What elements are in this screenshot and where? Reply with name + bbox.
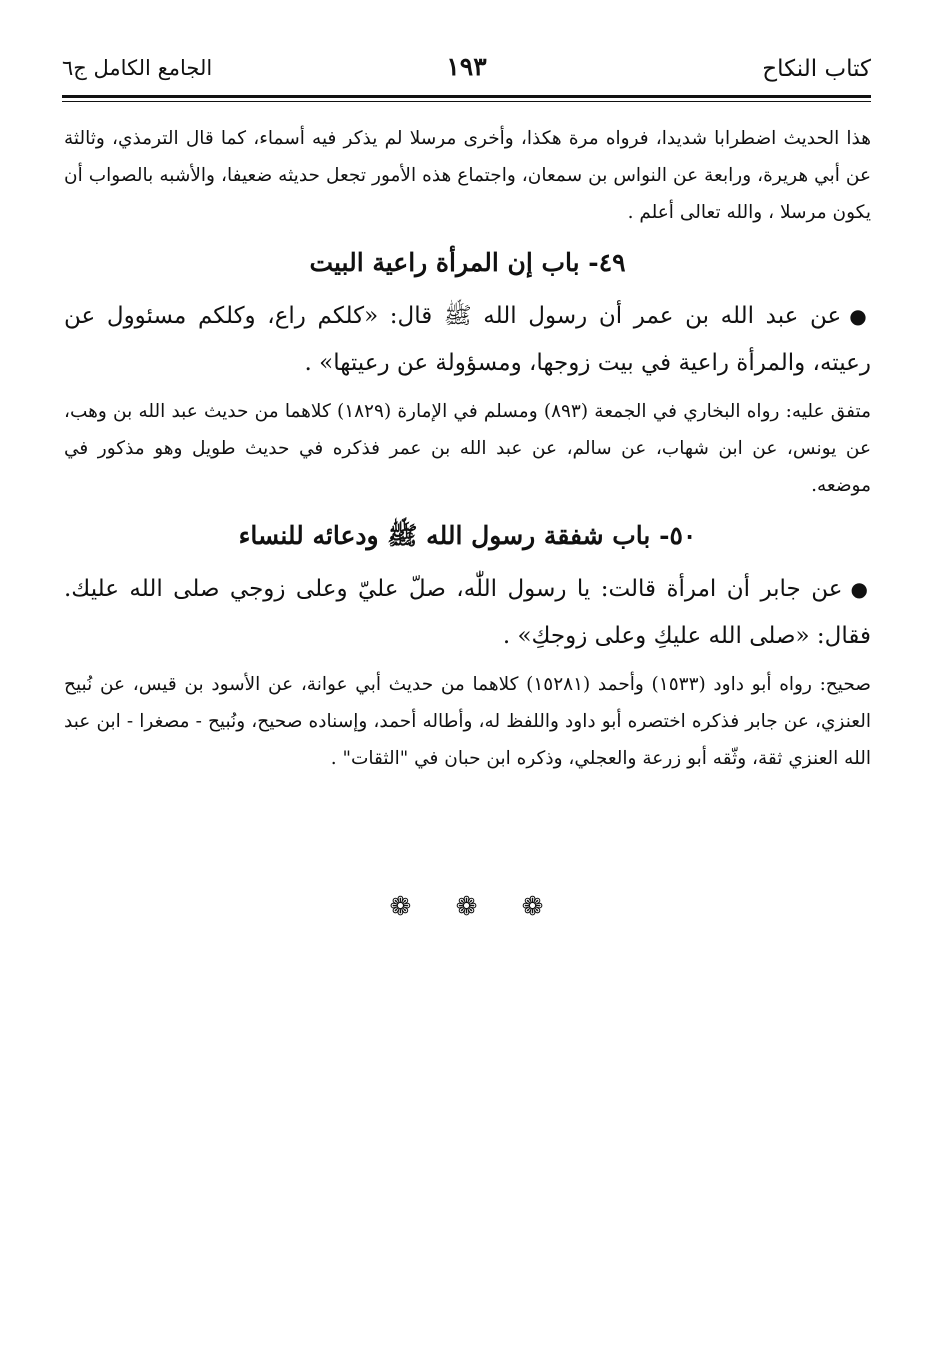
- header-rule-thick: [62, 95, 871, 98]
- bullet-icon: ●: [850, 577, 872, 601]
- intro-paragraph: هذا الحديث اضطرابا شديدا، فرواه مرة هكذا، وأخرى مرسلا لم يذكر فيه أسماء، كما قال الترمذي، وثالثة عن أبي هريرة، ورابعة عن النواس بن سمعان، واجتماع هذه الأمور تجعل حديثه ضعيفا، والأشبه بالصواب أن يكون مرسلا ، والله تعالى أعلم .: [64, 128, 871, 223]
- section-heading-50: ٥٠- باب شفقة رسول الله ﷺ ودعائه للنساء: [238, 521, 697, 550]
- page-header: [62, 52, 871, 88]
- book-title: الجامع الكامل ج٦: [62, 56, 213, 80]
- hadith-49: [64, 293, 871, 387]
- page-content: [64, 120, 871, 777]
- section-heading-49: ٤٩- باب إن المرأة راعية البيت: [309, 248, 626, 277]
- bullet-icon: ●: [849, 304, 872, 328]
- header-rule-thin: [62, 101, 871, 102]
- takhrij-49: متفق عليه: رواه البخاري في الجمعة (٨٩٣) ومسلم في الإمارة (١٨٢٩) كلاهما من حديث عبد الله بن وهب، عن يونس، عن ابن شهاب، عن سالم، عن عبد الله بن عمر فذكره في حديث طويل وهو مذكور في موضعه.: [64, 401, 872, 496]
- hadith-50-text: عن جابر أن امرأة قالت: يا رسول اللّٰه، صلّ عليّ وعلى زوجي صلى الله عليك. فقال: «صلى الله عليكِ وعلى زوجكِ» .: [64, 576, 871, 649]
- hadith-49-text: عن عبد الله بن عمر أن رسول الله ﷺ قال: «كلكم راع، وكلكم مسئوول عن رعيته، والمرأة راعية في بيت زوجها، ومسؤولة عن رعيتها» .: [64, 303, 871, 376]
- flower-ornament-icon: ❁: [455, 892, 478, 922]
- chapter-title: كتاب النكاح: [762, 56, 871, 82]
- hadith-50: [64, 566, 871, 660]
- flower-ornament-icon: ❁: [521, 892, 544, 922]
- flower-ornament-icon: ❁: [389, 892, 412, 922]
- page-number: ١٩٣: [446, 52, 487, 81]
- takhrij-50: صحيح: رواه أبو داود (١٥٣٣) وأحمد (١٥٢٨١) كلاهما من حديث أبي عوانة، عن الأسود بن قيس، عن نُبيح العنزي، عن جابر فذكره اختصره أبو داود واللفظ له، وأطاله أحمد، وإسناده صحيح، ونُبيح - مصغرا - ابن عبد الله العنزي ثقة، وثّقه أبو زرعة والعجلي، وذكره ابن حبان في "الثقات" .: [64, 674, 871, 769]
- ornament-divider: [0, 892, 933, 922]
